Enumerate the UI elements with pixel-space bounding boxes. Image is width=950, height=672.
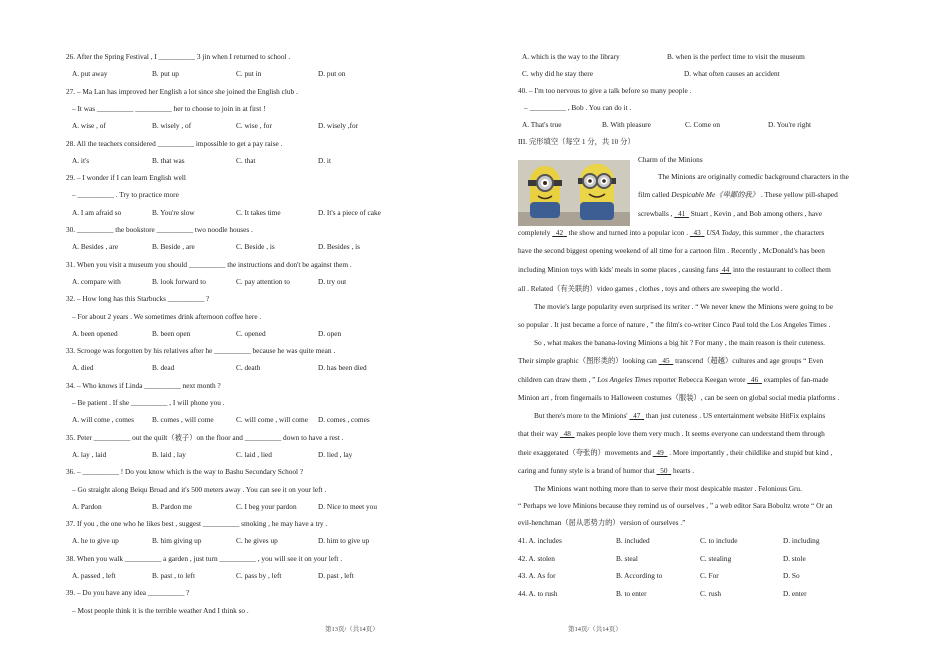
question-29-option-a: A. I am afraid so bbox=[72, 207, 122, 217]
question-36-option-c: C. I beg your pardon bbox=[236, 501, 297, 511]
question-35-option-b: B. laid , lay bbox=[152, 449, 186, 459]
question-29-option-c: C. It takes time bbox=[236, 207, 281, 217]
question-37-option-a: A. he to give up bbox=[72, 536, 119, 546]
question-31-option-d: D. try out bbox=[318, 276, 347, 286]
question-32-option-c: C. opened bbox=[236, 328, 266, 338]
q39-option-d: D. what often causes an accident bbox=[684, 69, 780, 78]
question-30-option-b: B. Beside , are bbox=[152, 242, 195, 252]
question-29: 29. – I wonder if I can learn English well bbox=[66, 173, 186, 183]
passage-line: their exaggerated（夸张的）movements and 49 . More importantly , their childlike and stupid but kind , bbox=[518, 448, 833, 457]
question-32-option-a: A. been opened bbox=[72, 328, 118, 338]
question-32-option-d: D. open bbox=[318, 328, 342, 338]
question-36-option-d: D. Nice to meet you bbox=[318, 501, 377, 511]
question-38: 38. When you walk __________ a garden , just turn __________ , you will see it on your left . bbox=[66, 553, 343, 563]
passage-line: that their way 48 makes people love them very much . It seems everyone can understand them through bbox=[518, 429, 825, 438]
question-27-response: – It was __________ __________ her to choose to join in at first ! bbox=[72, 103, 266, 113]
question-32-option-b: B. been open bbox=[152, 328, 191, 338]
answer-41-option-a: 41. A. includes bbox=[518, 536, 562, 545]
question-26-option-b: B. put up bbox=[152, 69, 179, 79]
question-34-option-c: C. will come , will come bbox=[236, 415, 308, 425]
answer-41-option-c: C. to include bbox=[700, 536, 738, 545]
passage-line: film called Despicable Me《卑鄙的我》 . These yellow pill-shaped bbox=[638, 190, 838, 199]
blank-45: 45 bbox=[662, 356, 670, 365]
question-30-option-a: A. Besides , are bbox=[72, 242, 118, 252]
question-34-response: – Be patient . If she __________ , I will phone you . bbox=[72, 398, 225, 407]
question-29-option-d: D. It's a piece of cake bbox=[318, 207, 381, 217]
minions-illustration bbox=[518, 160, 630, 226]
question-27-option-b: B. wisely , of bbox=[152, 121, 192, 131]
question-32-response: – For about 2 years . We sometimes drink afternoon coffee here . bbox=[72, 311, 262, 321]
passage-line: screwballs , 41 Stuart , Kevin , and Bob among others , have bbox=[638, 209, 823, 218]
question-30-option-d: D. Besides , is bbox=[318, 242, 360, 252]
passage-line: Their simple graphic（图形类的）looking can 45 transcend（超越）cultures and age groups “ Even bbox=[518, 356, 824, 365]
passage-line: Minion art , from fingernails to Halloween costumes（服装）, can be seen on global social media platforms . bbox=[518, 393, 840, 402]
passage-line: including Minion toys with kids' meals in some places , causing fans 44 into the restaurant to collect them bbox=[518, 265, 831, 274]
blank-42: 42 bbox=[555, 228, 564, 237]
question-37-option-b: B. him giving up bbox=[152, 536, 202, 546]
question-27-option-c: C. wise , for bbox=[236, 121, 272, 131]
answer-43-option-d: D. So bbox=[783, 571, 800, 580]
question-36-response: – Go straight along Beiqu Broad and it's 500 meters away . You can see it on your left . bbox=[72, 484, 327, 494]
question-35-option-d: D. lied , lay bbox=[318, 449, 353, 459]
q39-option-a: A. which is the way to the library bbox=[522, 52, 620, 61]
answer-44-option-a: 44. A. to rush bbox=[518, 588, 558, 598]
blank-43: 43 bbox=[693, 228, 701, 237]
question-31-option-c: C. pay attention to bbox=[236, 276, 290, 286]
question-30-option-c: C. Beside , is bbox=[236, 242, 275, 252]
answer-43-option-a: 43. A. As for bbox=[518, 571, 556, 580]
question-35: 35. Peter __________ out the quilt（被子）on the floor and __________ down to have a rest . bbox=[66, 432, 344, 442]
question-27: 27. – Ma Lan has improved her English a lot since she joined the English club . bbox=[66, 86, 298, 96]
q40-response: – __________ , Bob . You can do it . bbox=[524, 103, 632, 112]
question-37-option-d: D. him to give up bbox=[318, 536, 370, 546]
passage-line: “ Perhaps we love Minions because they remind us of ourselves , ” a web editor Sara Boboltz wrote “ Or an bbox=[518, 501, 833, 510]
question-28-option-a: A. it's bbox=[72, 155, 90, 165]
blank-47: 47 bbox=[633, 411, 641, 420]
passage-title: Charm of the Minions bbox=[638, 155, 703, 164]
page-number-14: 第14页/（共14页） bbox=[568, 626, 622, 633]
q40-option-a: A. That's true bbox=[522, 120, 562, 129]
passage-line: The Minions want nothing more than to serve their most despicable master . Felonious Gru. bbox=[534, 484, 802, 493]
question-33: 33. Scrooge was forgotten by his relatives after he __________ because he was quite mean . bbox=[66, 346, 336, 356]
question-38-option-d: D. past , left bbox=[318, 571, 354, 580]
question-34-option-b: B. comes , will come bbox=[152, 415, 214, 425]
question-31-option-a: A. compare with bbox=[72, 276, 121, 286]
question-36: 36. – __________ ! Do you know which is the way to Bashu Secondary School ? bbox=[66, 467, 304, 477]
question-28: 28. All the teachers considered __________ impossible to get a pay raise . bbox=[66, 138, 283, 148]
passage-line: evil-henchman（屈从恶势力的）version of ourselves .” bbox=[518, 518, 686, 527]
question-33-option-c: C. death bbox=[236, 363, 261, 373]
blank-44: 44 bbox=[722, 265, 730, 274]
passage-line: children can draw them , ” Los Angeles Times reporter Rebecca Keegan wrote 46 examples of fan-made bbox=[518, 375, 829, 384]
question-28-option-d: D. it bbox=[318, 155, 331, 165]
question-35-option-a: A. lay , laid bbox=[72, 449, 107, 459]
answer-42-option-d: D. stole bbox=[783, 553, 806, 563]
passage-line: The movie's large popularity even surprised its writer . “ We never knew the Minions were going to be bbox=[534, 302, 833, 311]
answer-41-option-d: D. including bbox=[783, 536, 820, 545]
section-heading: III. 完形填空（每空 1 分，共 10 分） bbox=[518, 137, 635, 146]
answer-44-option-b: B. to enter bbox=[616, 588, 647, 598]
question-36-option-b: B. Pardon me bbox=[152, 501, 192, 511]
question-33-option-b: B. dead bbox=[152, 363, 175, 373]
question-31-option-b: B. look forward to bbox=[152, 276, 206, 286]
blank-41: 41 bbox=[677, 209, 686, 218]
question-37: 37. If you , the one who he likes best , suggest __________ smoking , he may have a try . bbox=[66, 519, 328, 529]
question-30: 30. __________ the bookstore __________ two noodle houses . bbox=[66, 225, 253, 234]
right-column bbox=[518, 0, 884, 672]
answer-43-option-c: C. For bbox=[700, 571, 719, 580]
answer-41-option-b: B. included bbox=[616, 536, 650, 545]
question-38-option-a: A. passed , left bbox=[72, 571, 116, 580]
page-number-13: 第13页/（共14页） bbox=[325, 626, 379, 633]
question-34: 34. – Who knows if Linda __________ next month ? bbox=[66, 380, 221, 390]
question-28-option-c: C. that bbox=[236, 155, 256, 165]
question-26-option-d: D. put on bbox=[318, 69, 346, 79]
question-26: 26. After the Spring Festival , I __________ 3 jin when I returned to school . bbox=[66, 52, 291, 61]
question-26-option-c: C. put in bbox=[236, 69, 262, 79]
minions-drawing bbox=[518, 160, 630, 226]
question-39-response: – Most people think it is the terrible weather And I think so . bbox=[72, 605, 249, 615]
q40-option-d: D. You're right bbox=[768, 120, 812, 129]
question-32: 32. – How long has this Starbucks __________ ? bbox=[66, 294, 210, 304]
answer-44-option-c: C. rush bbox=[700, 588, 722, 598]
question-29-response: – __________ . Try to practice more bbox=[72, 190, 179, 200]
q40-option-b: B. With pleasure bbox=[602, 120, 651, 129]
answer-42-option-b: B. steal bbox=[616, 553, 638, 563]
answer-43-option-b: B. According to bbox=[616, 571, 663, 580]
blank-46: 46 bbox=[750, 375, 759, 384]
passage-line: caring and funny style is a brand of humor that 50 hearts . bbox=[518, 466, 695, 475]
question-29-option-b: B. You're slow bbox=[152, 207, 195, 217]
passage-line: The Minions are originally comedic background characters in the bbox=[658, 172, 849, 181]
passage-line: all . Related（有关联的）video games , clothes , toys and others are sweeping the world . bbox=[518, 284, 783, 293]
passage-line: So , what makes the banana-loving Minions a big hit ? For many , the main reason is their cuteness. bbox=[534, 338, 826, 347]
question-38-option-b: B. past , to left bbox=[152, 571, 195, 580]
question-34-option-a: A. will come , comes bbox=[72, 415, 135, 425]
question-37-option-c: C. he gives up bbox=[236, 536, 278, 546]
question-34-option-d: D. comes , comes bbox=[318, 415, 370, 425]
blank-49: 49 bbox=[656, 448, 664, 457]
question-33-option-a: A. died bbox=[72, 363, 94, 373]
question-36-option-a: A. Pardon bbox=[72, 501, 102, 511]
question-35-option-c: C. laid , lied bbox=[236, 449, 272, 459]
blank-48: 48 bbox=[563, 429, 571, 438]
question-27-option-a: A. wise , of bbox=[72, 121, 106, 131]
answer-42-option-a: 42. A. stolen bbox=[518, 553, 555, 563]
question-33-option-d: D. has been died bbox=[318, 363, 367, 373]
left-column bbox=[66, 0, 466, 672]
question-31: 31. When you visit a museum you should __________ the instructions and don't be against them . bbox=[66, 259, 352, 269]
q40-option-c: C. Come on bbox=[685, 120, 721, 129]
answer-44-option-d: D. enter bbox=[783, 588, 807, 598]
passage-line: completely 42 the show and turned into a popular icon . 43 USA Today, this summer , the characters bbox=[518, 228, 825, 237]
passage-line: so popular . It just became a force of nature , ” the film's co-writer Cinco Paul told the Los Angeles Times . bbox=[518, 320, 831, 329]
answer-42-option-c: C. stealing bbox=[700, 553, 732, 563]
passage-line: have the second biggest opening weekend of all time for a cartoon film . Recently , McDonald's has been bbox=[518, 246, 825, 255]
question-38-option-c: C. pass by , left bbox=[236, 571, 282, 580]
passage-line: But there's more to the Minions' 47 than just cuteness . US entertainment website HitFix explains bbox=[534, 411, 826, 420]
q39-option-c: C. why did he stay there bbox=[522, 69, 593, 78]
blank-50: 50 bbox=[660, 466, 668, 475]
question-27-option-d: D. wisely ,for bbox=[318, 121, 359, 131]
question-28-option-b: B. that was bbox=[152, 155, 185, 165]
question-39: 39. – Do you have any idea __________ ? bbox=[66, 588, 190, 598]
question-26-option-a: A. put away bbox=[72, 69, 108, 79]
q40-text: 40. – I'm too nervous to give a talk before so many people . bbox=[518, 86, 692, 95]
q39-option-b: B. when is the perfect time to visit the museum bbox=[667, 52, 805, 61]
